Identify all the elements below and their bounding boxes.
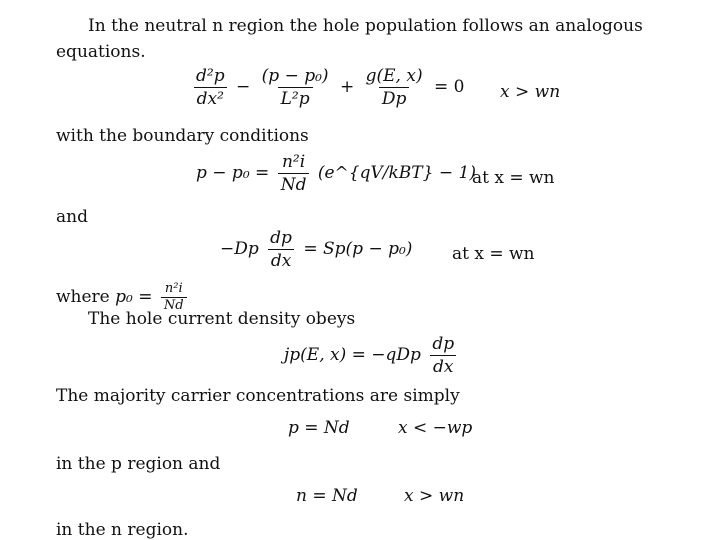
paragraph-line-1: In the neutral n region the hole population follows an analogous <box>88 16 643 36</box>
fraction-p-p0-over-L2p: $\frac{\text{(p − p₀)}}{\text{L²p}}$ <box>261 66 329 109</box>
fraction-g-over-Dp: $\frac{g(E, x)}{Dp}$ <box>365 66 423 109</box>
fraction-dp-dx-current: $\frac{dp}{dx}$ <box>429 334 457 377</box>
paragraph-and: and <box>56 207 88 227</box>
equation-3-condition: at x = wn <box>452 244 535 264</box>
equation-n-region: n = Nd <box>296 486 358 506</box>
equation-6-condition: x > wn <box>404 486 465 506</box>
fraction-ni2-over-Nd: $\frac{\text{n²i}}{Nd}$ <box>278 152 310 195</box>
paragraph-boundary: with the boundary conditions <box>56 126 309 146</box>
paragraph-line-2: equations. <box>56 42 146 62</box>
paragraph-n-region: in the n region. <box>56 520 189 540</box>
equation-boundary-2: −Dp $\frac{dp}{dx}$ = Sp(p − p₀) <box>220 228 413 271</box>
paragraph-hole-current: The hole current density obeys <box>88 309 356 329</box>
equation-1-condition: x > wn <box>500 82 561 102</box>
equation-p-region: p = Nd <box>288 418 350 438</box>
paragraph-where: where p₀ = $\frac{\text{n²i}}{Nd}$ <box>56 282 190 313</box>
equation-hole-diffusion: $\frac{\text{d²p}}{\text{dx²}}$ − $\frac{\text{(p − p₀)}}{\text{L²p}}$ + $\frac{g(E, x)}{Dp}$ = 0 <box>190 66 464 109</box>
equation-hole-current: jp(E, x) = −qDp $\frac{dp}{dx}$ <box>284 334 460 377</box>
paragraph-majority: The majority carrier concentrations are simply <box>56 386 460 406</box>
fraction-dp-dx: $\frac{dp}{dx}$ <box>267 228 295 271</box>
paragraph-p-region: in the p region and <box>56 454 221 474</box>
equation-5-condition: x < −wp <box>398 418 473 438</box>
fraction-p0-definition: $\frac{\text{n²i}}{Nd}$ <box>161 282 187 313</box>
equation-2-condition: at x = wn <box>472 168 555 188</box>
fraction-d2p-dx2: $\frac{\text{d²p}}{\text{dx²}}$ <box>193 66 228 109</box>
equation-boundary-1: p − p₀ = $\frac{\text{n²i}}{Nd}$ (e^{qV/kBT} − 1) <box>196 152 476 195</box>
